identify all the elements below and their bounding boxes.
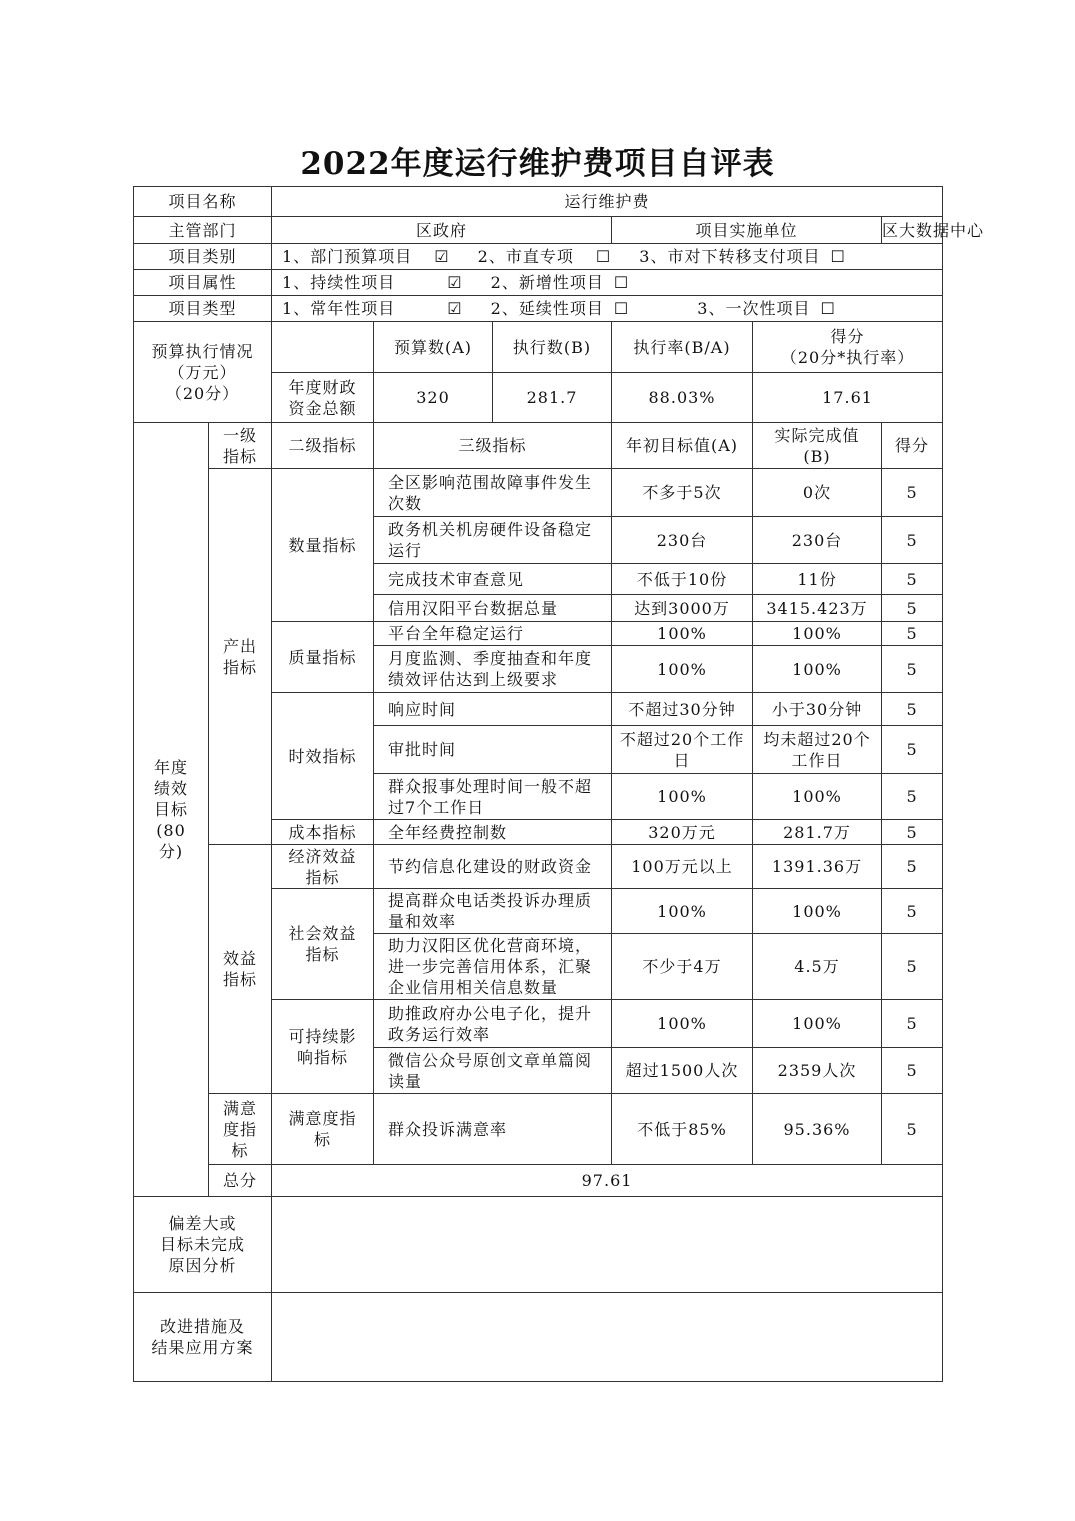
attr-option-2: 2、新增性项目 bbox=[490, 273, 604, 292]
category-option-3: 3、市对下转移支付项目 bbox=[639, 247, 821, 266]
target-value: 100% bbox=[612, 646, 753, 693]
score-value: 5 bbox=[882, 934, 943, 1000]
actual-value: 100% bbox=[753, 646, 882, 693]
actual-value: 100% bbox=[753, 1000, 882, 1048]
attr-options bbox=[272, 270, 943, 296]
category-option-1: 1、部门预算项目 bbox=[282, 247, 413, 266]
unit-value: 区大数据中心 bbox=[882, 217, 943, 244]
unchecked-box-icon: ☐ bbox=[595, 247, 612, 266]
score-value: 5 bbox=[882, 622, 943, 646]
budget-col-budget: 预算数(A) bbox=[374, 322, 493, 373]
budget-blank-header bbox=[272, 322, 374, 373]
unchecked-box-icon: ☐ bbox=[830, 247, 846, 266]
target-header: 年初目标值(A) bbox=[612, 423, 753, 469]
target-value: 不多于5次 bbox=[612, 469, 753, 517]
category-option-2: 2、市直专项 bbox=[477, 247, 574, 266]
score-value: 5 bbox=[882, 595, 943, 622]
score-value: 5 bbox=[882, 517, 943, 564]
quality-indicator-label: 质量指标 bbox=[272, 622, 374, 693]
actual-value: 11份 bbox=[753, 564, 882, 595]
indicator-text: 节约信息化建设的财政资金 bbox=[374, 845, 612, 889]
target-value: 达到3000万 bbox=[612, 595, 753, 622]
budget-row-label: 年度财政 资金总额 bbox=[272, 373, 374, 423]
document-title: 2022年度运行维护费项目自评表 bbox=[300, 146, 775, 182]
indicator-text: 全区影响范围故障事件发生次数 bbox=[374, 469, 612, 517]
indicator-text: 平台全年稳定运行 bbox=[374, 622, 612, 646]
dept-label: 主管部门 bbox=[134, 217, 272, 244]
budget-col-rate: 执行率(B/A) bbox=[612, 322, 753, 373]
score-value: 5 bbox=[882, 726, 943, 774]
target-value: 320万元 bbox=[612, 820, 753, 845]
actual-header: 实际完成值 (B) bbox=[753, 423, 882, 469]
type-option-2: 2、延续性项目 bbox=[490, 299, 604, 318]
category-options bbox=[272, 244, 943, 270]
target-value: 不超过20个工作日 bbox=[612, 726, 753, 774]
target-value: 不少于4万 bbox=[612, 934, 753, 1000]
unchecked-box-icon: ☐ bbox=[613, 299, 630, 318]
budget-score-value: 17.61 bbox=[753, 373, 943, 423]
indicator-text: 月度监测、季度抽查和年度绩效评估达到上级要求 bbox=[374, 646, 612, 693]
checked-box-icon: ☑ bbox=[447, 299, 463, 318]
actual-value: 3415.423万 bbox=[753, 595, 882, 622]
actual-value: 281.7万 bbox=[753, 820, 882, 845]
target-value: 不超过30分钟 bbox=[612, 693, 753, 726]
satisfaction-indicator-label: 满意 度指 标 bbox=[209, 1094, 272, 1165]
total-value: 97.61 bbox=[272, 1165, 943, 1197]
indicator-text: 助力汉阳区优化营商环境，进一步完善信用体系，汇聚企业信用相关信息数量 bbox=[374, 934, 612, 1000]
actual-value: 100% bbox=[753, 774, 882, 820]
budget-value: 320 bbox=[374, 373, 493, 423]
actual-value: 均未超过20个工作日 bbox=[753, 726, 882, 774]
exec-value: 281.7 bbox=[493, 373, 612, 423]
score-value: 5 bbox=[882, 845, 943, 889]
dept-value: 区政府 bbox=[272, 217, 612, 244]
target-value: 100% bbox=[612, 774, 753, 820]
target-value: 100万元以上 bbox=[612, 845, 753, 889]
total-label: 总分 bbox=[209, 1165, 272, 1197]
project-name-value: 运行维护费 bbox=[272, 187, 943, 217]
actual-value: 0次 bbox=[753, 469, 882, 517]
indicator-text: 政务机关机房硬件设备稳定运行 bbox=[374, 517, 612, 564]
attr-label: 项目属性 bbox=[134, 270, 272, 296]
actual-value: 小于30分钟 bbox=[753, 693, 882, 726]
budget-col-exec: 执行数(B) bbox=[493, 322, 612, 373]
target-value: 不低于85% bbox=[612, 1094, 753, 1165]
quantity-indicator-label: 数量指标 bbox=[272, 469, 374, 622]
timeliness-indicator-label: 时效指标 bbox=[272, 693, 374, 820]
actual-value: 2359人次 bbox=[753, 1048, 882, 1094]
improvement-label: 改进措施及 结果应用方案 bbox=[134, 1293, 272, 1382]
category-label: 项目类别 bbox=[134, 244, 272, 270]
type-option-3: 3、一次性项目 bbox=[697, 299, 811, 318]
indicator-text: 全年经费控制数 bbox=[374, 820, 612, 845]
improvement-content bbox=[272, 1293, 943, 1382]
budget-label: 预算执行情况 （万元） （20分） bbox=[134, 322, 272, 423]
unit-label: 项目实施单位 bbox=[612, 217, 882, 244]
score-value: 5 bbox=[882, 564, 943, 595]
score-value: 5 bbox=[882, 646, 943, 693]
actual-value: 95.36% bbox=[753, 1094, 882, 1165]
output-indicator-label: 产出 指标 bbox=[209, 469, 272, 845]
checked-box-icon: ☑ bbox=[447, 273, 463, 292]
unchecked-box-icon: ☐ bbox=[613, 273, 630, 292]
level2-header: 二级指标 bbox=[272, 423, 374, 469]
type-option-1: 1、常年性项目 bbox=[282, 299, 396, 318]
score-header: 得分 bbox=[882, 423, 943, 469]
social-benefit-label: 社会效益 指标 bbox=[272, 889, 374, 1000]
indicator-text: 完成技术审查意见 bbox=[374, 564, 612, 595]
indicator-text: 响应时间 bbox=[374, 693, 612, 726]
level3-header: 三级指标 bbox=[374, 423, 612, 469]
level1-header: 一级 指标 bbox=[209, 423, 272, 469]
target-value: 超过1500人次 bbox=[612, 1048, 753, 1094]
indicator-text: 信用汉阳平台数据总量 bbox=[374, 595, 612, 622]
actual-value: 100% bbox=[753, 622, 882, 646]
score-value: 5 bbox=[882, 1000, 943, 1048]
rate-value: 88.03% bbox=[612, 373, 753, 423]
self-evaluation-table bbox=[133, 186, 985, 1382]
deviation-content bbox=[272, 1197, 943, 1293]
sustainable-impact-label: 可持续影 响指标 bbox=[272, 1000, 374, 1094]
actual-value: 230台 bbox=[753, 517, 882, 564]
indicator-text: 提高群众电话类投诉办理质量和效率 bbox=[374, 889, 612, 934]
indicator-text: 群众报事处理时间一般不超过7个工作日 bbox=[374, 774, 612, 820]
budget-col-score: 得分 （20分*执行率） bbox=[753, 322, 943, 373]
score-value: 5 bbox=[882, 889, 943, 934]
indicator-text: 审批时间 bbox=[374, 726, 612, 774]
economic-benefit-label: 经济效益 指标 bbox=[272, 845, 374, 889]
annual-goal-label: 年度 绩效 目标 (80 分) bbox=[134, 423, 209, 1197]
score-value: 5 bbox=[882, 1094, 943, 1165]
score-value: 5 bbox=[882, 1048, 943, 1094]
checked-box-icon: ☑ bbox=[434, 247, 450, 266]
indicator-text: 群众投诉满意率 bbox=[374, 1094, 612, 1165]
indicator-text: 助推政府办公电子化，提升政务运行效率 bbox=[374, 1000, 612, 1048]
cost-indicator-label: 成本指标 bbox=[272, 820, 374, 845]
type-options bbox=[272, 296, 943, 322]
unchecked-box-icon: ☐ bbox=[820, 299, 836, 318]
deviation-label: 偏差大或 目标未完成 原因分析 bbox=[134, 1197, 272, 1293]
target-value: 100% bbox=[612, 889, 753, 934]
score-value: 5 bbox=[882, 693, 943, 726]
attr-option-1: 1、持续性项目 bbox=[282, 273, 396, 292]
target-value: 100% bbox=[612, 622, 753, 646]
actual-value: 4.5万 bbox=[753, 934, 882, 1000]
score-value: 5 bbox=[882, 469, 943, 517]
actual-value: 1391.36万 bbox=[753, 845, 882, 889]
project-name-label: 项目名称 bbox=[134, 187, 272, 217]
target-value: 230台 bbox=[612, 517, 753, 564]
score-value: 5 bbox=[882, 774, 943, 820]
indicator-text: 微信公众号原创文章单篇阅读量 bbox=[374, 1048, 612, 1094]
target-value: 100% bbox=[612, 1000, 753, 1048]
actual-value: 100% bbox=[753, 889, 882, 934]
satisfaction-sub-label: 满意度指 标 bbox=[272, 1094, 374, 1165]
benefit-indicator-label: 效益 指标 bbox=[209, 845, 272, 1094]
type-label: 项目类型 bbox=[134, 296, 272, 322]
score-value: 5 bbox=[882, 820, 943, 845]
target-value: 不低于10份 bbox=[612, 564, 753, 595]
